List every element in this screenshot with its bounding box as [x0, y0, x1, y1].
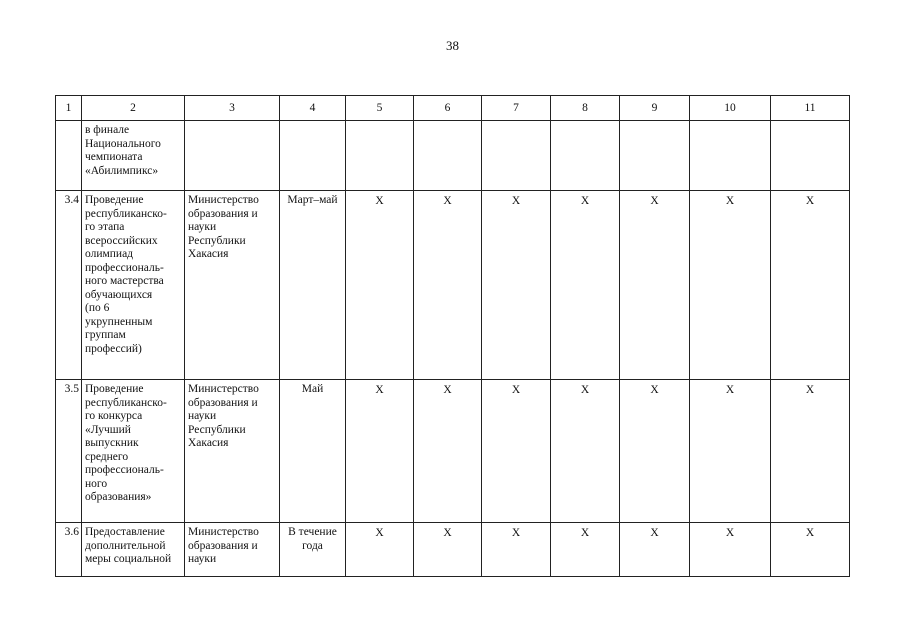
row-number: 3.6: [56, 523, 82, 577]
mark-cell: X: [414, 523, 482, 577]
table-row: [56, 121, 850, 191]
mark-cell: X: [414, 380, 482, 523]
mark-cell: X: [690, 523, 771, 577]
mark-cell: X: [482, 380, 551, 523]
mark-cell: X: [690, 380, 771, 523]
event-cell: Проведение республиканско- го этапа всероссийских олимпиад профессиональ- ного мастерства обучающихся (по 6 укрупненным группам профессий): [82, 191, 185, 380]
mark-cell: X: [482, 191, 551, 380]
term-cell: Май: [280, 380, 346, 523]
mark-cell: X: [414, 191, 482, 380]
mark-cell: X: [771, 191, 850, 380]
mark-cell: [690, 121, 771, 191]
mark-cell: X: [346, 191, 414, 380]
event-cell: Предоставление дополнительной меры социальной: [82, 523, 185, 577]
mark-cell: X: [620, 523, 690, 577]
mark-cell: [551, 121, 620, 191]
row-number: 3.4: [56, 191, 82, 380]
header-cell: 2: [82, 96, 185, 121]
term-cell: Март–май: [280, 191, 346, 380]
mark-cell: [620, 121, 690, 191]
header-cell: 9: [620, 96, 690, 121]
mark-cell: X: [620, 380, 690, 523]
header-cell: 11: [771, 96, 850, 121]
page-number: 38: [446, 38, 459, 53]
header-cell: 1: [56, 96, 82, 121]
row-number: 3.5: [56, 380, 82, 523]
mark-cell: X: [620, 191, 690, 380]
mark-cell: X: [771, 523, 850, 577]
executor-cell: Министерство образования и науки Республики Хакасия: [185, 380, 280, 523]
header-cell: 7: [482, 96, 551, 121]
executor-cell: [185, 121, 280, 191]
header-cell: 3: [185, 96, 280, 121]
table-row: [56, 523, 850, 577]
row-number: [56, 121, 82, 191]
plan-table: [55, 95, 850, 577]
header-cell: 8: [551, 96, 620, 121]
mark-cell: X: [551, 191, 620, 380]
mark-cell: X: [690, 191, 771, 380]
mark-cell: [482, 121, 551, 191]
executor-cell: Министерство образования и науки: [185, 523, 280, 577]
event-cell: Проведение республиканско- го конкурса «Лучший выпускник среднего профессиональ- ного образования»: [82, 380, 185, 523]
mark-cell: [771, 121, 850, 191]
mark-cell: X: [551, 380, 620, 523]
mark-cell: X: [551, 523, 620, 577]
table-header-row: [56, 96, 850, 121]
mark-cell: X: [346, 523, 414, 577]
executor-cell: Министерство образования и науки Республики Хакасия: [185, 191, 280, 380]
table-row: [56, 380, 850, 523]
header-cell: 5: [346, 96, 414, 121]
mark-cell: X: [771, 380, 850, 523]
header-cell: 6: [414, 96, 482, 121]
table-row: [56, 191, 850, 380]
mark-cell: [346, 121, 414, 191]
term-cell: [280, 121, 346, 191]
event-cell: в финале Национального чемпионата «Абилимпикс»: [82, 121, 185, 191]
term-cell: В течение года: [280, 523, 346, 577]
mark-cell: X: [346, 380, 414, 523]
mark-cell: [414, 121, 482, 191]
header-cell: 10: [690, 96, 771, 121]
mark-cell: X: [482, 523, 551, 577]
header-cell: 4: [280, 96, 346, 121]
